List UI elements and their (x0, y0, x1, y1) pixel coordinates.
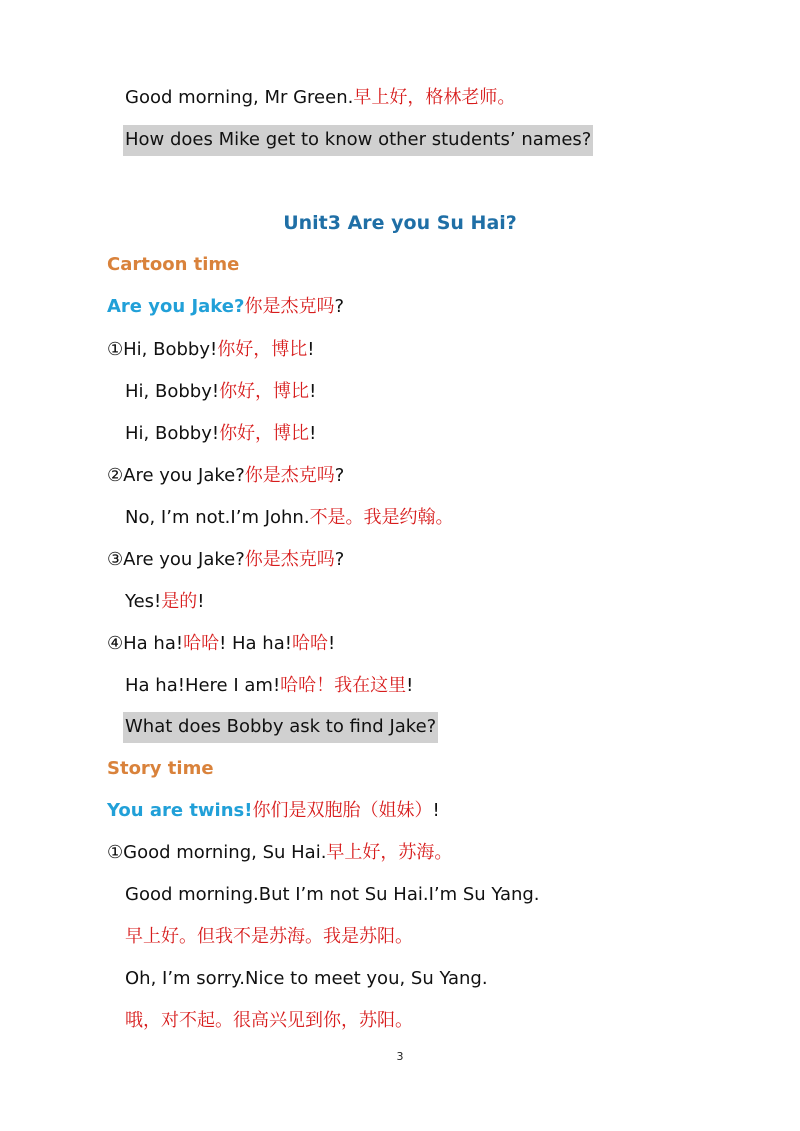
cartoon-line (125, 379, 316, 405)
cartoon-line-english: ①Hi, Bobby! (107, 339, 218, 360)
cartoon-subtitle-punct: ? (334, 296, 345, 317)
cartoon-line (107, 631, 335, 657)
intro-question: How does Mike get to know other students’ names? (123, 125, 593, 156)
story-line (125, 924, 413, 950)
cartoon-line-end: ! (327, 633, 336, 654)
story-subtitle-english: You are twins! (107, 800, 253, 821)
cartoon-line-english: ③Are you Jake? (107, 549, 245, 570)
cartoon-line-english: Hi, Bobby! (125, 381, 220, 402)
cartoon-line-english: Hi, Bobby! (125, 423, 220, 444)
cartoon-line-chinese: 你是杰克吗 (244, 465, 335, 486)
cartoon-line-end: ! (406, 675, 414, 696)
cartoon-subtitle-english: Are you Jake? (107, 296, 245, 317)
cartoon-line-english: Yes! (125, 591, 162, 612)
cartoon-line-chinese: 哈哈！我在这里 (280, 675, 407, 696)
story-line-english: ①Good morning, Su Hai. (107, 842, 327, 863)
cartoon-line-end: ! (197, 591, 205, 612)
cartoon-line-english: ④Ha ha! (107, 633, 184, 654)
cartoon-subtitle-chinese: 你是杰克吗 (244, 296, 335, 317)
cartoon-line-chinese-2: 哈哈 (291, 633, 328, 654)
cartoon-line-end: ! (307, 339, 315, 360)
cartoon-line (107, 547, 344, 573)
cartoon-line-chinese: 你好，博比 (219, 381, 310, 402)
cartoon-question-line (123, 714, 438, 740)
cartoon-line-english: No, I’m not.I’m John. (125, 507, 310, 528)
cartoon-line-chinese: 你好，博比 (219, 423, 310, 444)
cartoon-line-chinese: 是的 (161, 591, 198, 612)
cartoon-line (125, 589, 205, 615)
cartoon-line-english-2: ! Ha ha! (219, 633, 292, 654)
cartoon-line-english: ②Are you Jake? (107, 465, 245, 486)
cartoon-line-chinese: 不是。我是约翰。 (309, 507, 454, 528)
cartoon-line-chinese: 你好，博比 (217, 339, 308, 360)
intro-question-line (123, 127, 593, 153)
story-line (125, 1008, 413, 1034)
story-subtitle-punct: ! (432, 800, 440, 821)
story-line-english: Oh, I’m sorry.Nice to meet you, Su Yang. (125, 968, 488, 989)
cartoon-line-end: ! (309, 423, 317, 444)
unit-title: Unit3 Are you Su Hai? (283, 212, 517, 234)
story-line-english: Good morning.But I’m not Su Hai.I’m Su Yang. (125, 884, 540, 905)
greeting-english: Good morning, Mr Green. (125, 87, 354, 108)
cartoon-line-end: ? (334, 465, 345, 486)
cartoon-line (107, 337, 314, 363)
cartoon-line-chinese: 你是杰克吗 (244, 549, 335, 570)
story-line (107, 840, 452, 866)
cartoon-line (125, 673, 413, 699)
cartoon-line (125, 421, 316, 447)
cartoon-line (107, 463, 344, 489)
cartoon-question: What does Bobby ask to find Jake? (123, 712, 438, 743)
cartoon-line-end: ! (309, 381, 317, 402)
story-line-chinese: 哦，对不起。很高兴见到你，苏阳。 (125, 1010, 413, 1031)
story-line (125, 882, 540, 908)
cartoon-subtitle (107, 294, 344, 320)
cartoon-time-header: Cartoon time (107, 254, 240, 275)
cartoon-line (125, 505, 454, 531)
story-line-chinese: 早上好，苏海。 (326, 842, 453, 863)
cartoon-line-end: ? (334, 549, 345, 570)
greeting-chinese: 早上好，格林老师。 (353, 87, 516, 108)
story-line-chinese: 早上好。但我不是苏海。我是苏阳。 (125, 926, 413, 947)
cartoon-line-chinese: 哈哈 (183, 633, 220, 654)
story-line (125, 966, 488, 992)
cartoon-line-english: Ha ha!Here I am! (125, 675, 281, 696)
greeting-line (125, 85, 515, 111)
page-number: 3 (396, 1050, 404, 1063)
story-time-header: Story time (107, 758, 214, 779)
story-subtitle-chinese: 你们是双胞胎（姐妹） (252, 800, 433, 821)
story-subtitle (107, 798, 440, 824)
